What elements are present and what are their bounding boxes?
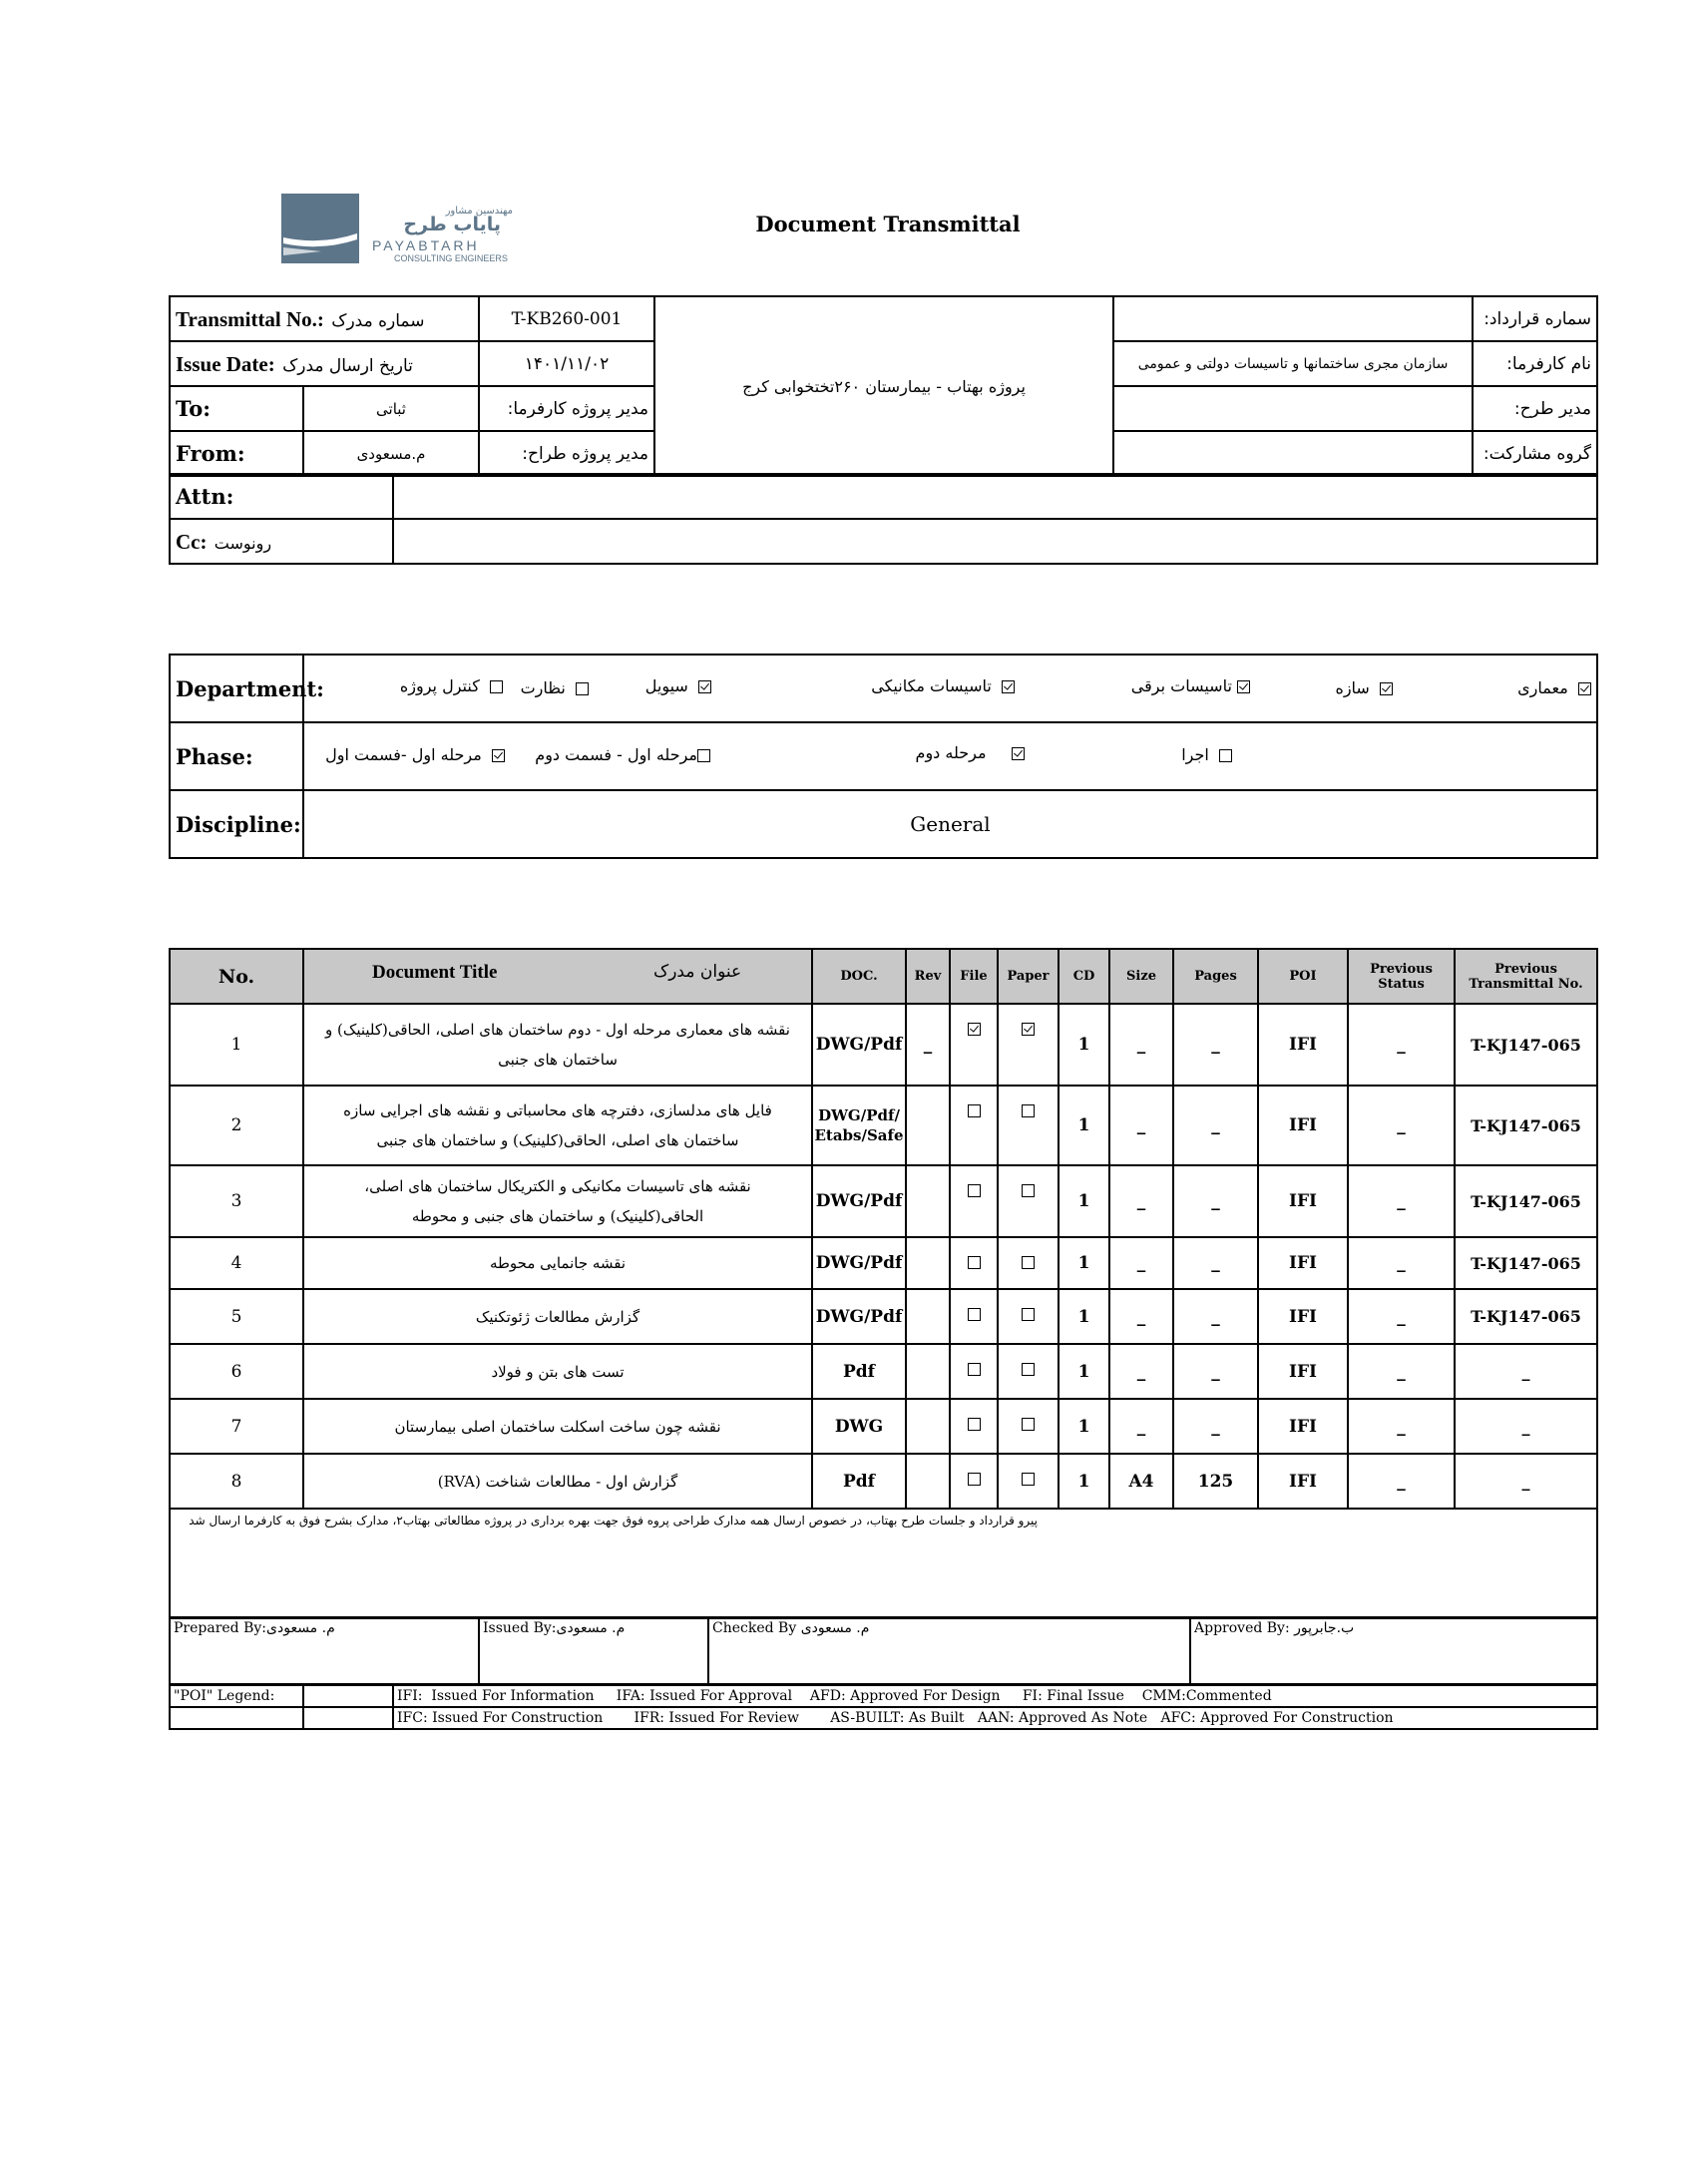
table-row — [170, 1004, 1597, 1086]
row-rev — [906, 1289, 950, 1344]
file-checkbox[interactable] — [968, 1308, 981, 1321]
row-number: 3 — [170, 1165, 303, 1237]
row-poi: IFI — [1258, 1086, 1348, 1165]
discipline-value: General — [303, 790, 1597, 858]
paper-checkbox[interactable] — [1022, 1473, 1035, 1486]
row-previous-transmittal: _ — [1455, 1454, 1597, 1509]
paper-checkbox[interactable] — [1022, 1256, 1035, 1269]
logo-persian-tagline: مهندسین مشاور — [445, 206, 513, 217]
phase-construction[interactable]: اجرا — [1181, 745, 1232, 764]
col-poi: POI — [1258, 949, 1348, 1004]
to-label: To: — [170, 386, 303, 431]
cc-label: Cc: رونوست — [170, 519, 393, 564]
col-no: No. — [170, 949, 303, 1004]
paper-checkbox[interactable] — [1022, 1363, 1035, 1376]
row-paper-checkbox[interactable] — [998, 1454, 1059, 1509]
col-previous-status: Previous Status — [1348, 949, 1455, 1004]
row-previous-transmittal: T-KJ147-065 — [1455, 1289, 1597, 1344]
row-size: _ — [1109, 1289, 1173, 1344]
department-supervision[interactable]: نظارت — [521, 678, 589, 697]
row-doc-type: DWG/Pdf/ Etabs/Safe — [812, 1086, 906, 1165]
row-title: تست های بتن و فولاد — [303, 1344, 812, 1399]
col-cd: CD — [1059, 949, 1109, 1004]
row-size: _ — [1109, 1165, 1173, 1237]
col-doc: DOC. — [812, 949, 906, 1004]
row-doc-type: Pdf — [812, 1344, 906, 1399]
department-civil[interactable]: سیویل — [645, 676, 711, 695]
col-file: File — [950, 949, 998, 1004]
checked-by: Checked By م. مسعودی — [708, 1617, 1190, 1684]
phase-second-stage[interactable]: مرحله دوم — [916, 743, 1025, 762]
row-number: 2 — [170, 1086, 303, 1165]
row-previous-transmittal: T-KJ147-065 — [1455, 1004, 1597, 1086]
from-value: م.مسعودی — [303, 431, 479, 476]
row-rev — [906, 1165, 950, 1237]
phase-first-stage-part-two-checkbox[interactable] — [697, 749, 710, 762]
row-cd: 1 — [1059, 1454, 1109, 1509]
poi-legend-line-1: IFI: Issued For Information IFA: Issued For Approval AFD: Approved For Design FI: Final Issue CMM:Commented — [393, 1685, 1597, 1707]
col-title: Document Title عنوان مدرک — [303, 949, 812, 1004]
cc-value — [393, 519, 1597, 564]
row-cd: 1 — [1059, 1399, 1109, 1454]
row-poi: IFI — [1258, 1454, 1348, 1509]
file-checkbox[interactable] — [968, 1363, 981, 1376]
client-pm-label: مدیر پروژه کارفرما: — [479, 386, 654, 431]
issue-date-value: ۱۴۰۱/۱۱/۰۲ — [479, 341, 654, 386]
table-row — [170, 1399, 1597, 1454]
phase-label: Phase: — [170, 722, 303, 790]
row-previous-transmittal: T-KJ147-065 — [1455, 1165, 1597, 1237]
col-size: Size — [1109, 949, 1173, 1004]
row-rev — [906, 1086, 950, 1165]
row-paper-checkbox[interactable] — [998, 1165, 1059, 1237]
row-poi: IFI — [1258, 1289, 1348, 1344]
department-electrical[interactable]: تاسیسات برقی — [1131, 676, 1250, 695]
issued-by: Issued By:م. مسعودی — [479, 1617, 708, 1684]
department-architecture[interactable]: معماری — [1517, 678, 1591, 697]
row-doc-type: Pdf — [812, 1454, 906, 1509]
attn-cc-table — [169, 473, 1598, 565]
department-supervision-checkbox[interactable] — [576, 682, 589, 695]
row-number: 6 — [170, 1344, 303, 1399]
company-logo — [281, 192, 531, 266]
row-doc-type: DWG/Pdf — [812, 1237, 906, 1289]
row-previous-transmittal: T-KJ147-065 — [1455, 1086, 1597, 1165]
row-title: فایل های مدلسازی، دفترچه های محاسباتی و نقشه های اجرایی سازه ساختمان های اصلی، الحاقی(کلینیک) و ساختمان های جنبی — [303, 1086, 812, 1165]
department-mechanical[interactable]: تاسیسات مکانیکی — [871, 676, 1015, 695]
row-title: نقشه های معماری مرحله اول - دوم ساختمان های اصلی، الحاقی(کلینیک) و ساختمان های جنبی — [303, 1004, 812, 1086]
row-previous-transmittal: T-KJ147-065 — [1455, 1237, 1597, 1289]
row-paper-checkbox[interactable] — [998, 1344, 1059, 1399]
row-pages: _ — [1173, 1399, 1258, 1454]
row-size: _ — [1109, 1086, 1173, 1165]
row-number: 4 — [170, 1237, 303, 1289]
poi-legend-label: "POI" Legend: — [170, 1685, 303, 1707]
table-row — [170, 1454, 1597, 1509]
file-checkbox[interactable] — [968, 1184, 981, 1197]
file-checkbox[interactable] — [968, 1104, 981, 1117]
to-value: ثباتی — [303, 386, 479, 431]
row-doc-type: DWG/Pdf — [812, 1165, 906, 1237]
documents-table — [169, 948, 1598, 1619]
row-cd: 1 — [1059, 1004, 1109, 1086]
department-structure-checkbox[interactable] — [1380, 682, 1393, 695]
row-file-checkbox[interactable] — [950, 1344, 998, 1399]
transmittal-no-value: T-KB260-001 — [479, 296, 654, 341]
row-rev — [906, 1237, 950, 1289]
contract-no-label: سماره قرارداد: — [1473, 296, 1597, 341]
poi-legend-spacer-2 — [303, 1707, 393, 1729]
logo-persian-name: پایاب طرح — [403, 214, 501, 235]
row-previous-status: _ — [1348, 1399, 1455, 1454]
row-previous-status: _ — [1348, 1289, 1455, 1344]
partnership-value — [1113, 431, 1473, 476]
row-title: نقشه چون ساخت اسکلت ساختمان اصلی بیمارستان — [303, 1399, 812, 1454]
table-row — [170, 1165, 1597, 1237]
row-file-checkbox[interactable] — [950, 1086, 998, 1165]
col-paper: Paper — [998, 949, 1059, 1004]
discipline-label: Discipline: — [170, 790, 303, 858]
signatures-table — [169, 1616, 1598, 1685]
row-doc-type: DWG/Pdf — [812, 1289, 906, 1344]
attn-label: Attn: — [170, 474, 393, 519]
row-number: 5 — [170, 1289, 303, 1344]
design-manager-value — [1113, 386, 1473, 431]
transmittal-no-label: Transmittal No.: سماره مدرک — [170, 296, 479, 341]
row-pages: _ — [1173, 1237, 1258, 1289]
row-file-checkbox[interactable] — [950, 1165, 998, 1237]
row-poi: IFI — [1258, 1165, 1348, 1237]
row-paper-checkbox[interactable] — [998, 1237, 1059, 1289]
row-pages: _ — [1173, 1086, 1258, 1165]
row-previous-status: _ — [1348, 1344, 1455, 1399]
client-label: نام کارفرما: — [1473, 341, 1597, 386]
row-cd: 1 — [1059, 1165, 1109, 1237]
department-electrical-checkbox[interactable] — [1237, 680, 1250, 693]
department-project-control[interactable]: کنترل پروژه — [400, 676, 503, 695]
col-previous-transmittal: Previous Transmittal No. — [1455, 949, 1597, 1004]
table-row — [170, 1289, 1597, 1344]
logo-subtitle: CONSULTING ENGINEERS — [394, 253, 508, 263]
row-file-checkbox[interactable] — [950, 1237, 998, 1289]
logo-mark — [281, 194, 359, 263]
row-title: گزارش مطالعات ژئوتکنیک — [303, 1289, 812, 1344]
row-size: _ — [1109, 1004, 1173, 1086]
poi-legend-empty — [170, 1707, 303, 1729]
contract-no-value — [1113, 296, 1473, 341]
paper-checkbox[interactable] — [1022, 1418, 1035, 1431]
prepared-by: Prepared By:م. مسعودی — [170, 1617, 479, 1684]
row-cd: 1 — [1059, 1237, 1109, 1289]
row-size: _ — [1109, 1344, 1173, 1399]
row-previous-transmittal: _ — [1455, 1344, 1597, 1399]
approved-by: Approved By: ب.جابرپور — [1190, 1617, 1597, 1684]
row-title: نقشه های تاسیسات مکانیکی و الکتریکال ساختمان های اصلی، الحاقی(کلینیک) و ساختمان های جنبی و محوطه — [303, 1165, 812, 1237]
phase-first-stage-part-one[interactable]: مرحله اول -فسمت اول — [325, 745, 505, 764]
header-table — [169, 295, 1598, 477]
row-number: 7 — [170, 1399, 303, 1454]
row-size: _ — [1109, 1237, 1173, 1289]
department-architecture-checkbox[interactable] — [1578, 682, 1591, 695]
row-previous-status: _ — [1348, 1454, 1455, 1509]
row-file-checkbox[interactable] — [950, 1454, 998, 1509]
poi-legend-spacer — [303, 1685, 393, 1707]
row-poi: IFI — [1258, 1237, 1348, 1289]
attn-value — [393, 474, 1597, 519]
paper-checkbox[interactable] — [1022, 1184, 1035, 1197]
phase-first-stage-part-two[interactable]: مرحله اول - فسمت دوم — [535, 745, 710, 764]
row-doc-type: DWG — [812, 1399, 906, 1454]
row-poi: IFI — [1258, 1399, 1348, 1454]
row-previous-status: _ — [1348, 1004, 1455, 1086]
design-manager-label: مدیر طرح: — [1473, 386, 1597, 431]
classification-table — [169, 654, 1598, 859]
paper-checkbox[interactable] — [1022, 1104, 1035, 1117]
table-row — [170, 1086, 1597, 1165]
table-row — [170, 1344, 1597, 1399]
row-previous-status: _ — [1348, 1237, 1455, 1289]
row-paper-checkbox[interactable] — [998, 1289, 1059, 1344]
row-previous-status: _ — [1348, 1086, 1455, 1165]
poi-legend-table — [169, 1684, 1598, 1730]
file-checkbox[interactable] — [968, 1418, 981, 1431]
row-file-checkbox[interactable] — [950, 1399, 998, 1454]
file-checkbox[interactable] — [968, 1256, 981, 1269]
designer-pm-label: مدیر پروژه طراح: — [479, 431, 654, 476]
phase-first-stage-part-one-checkbox[interactable] — [492, 749, 505, 762]
logo-english-name: PAYABTARH — [372, 237, 480, 253]
from-label: From: — [170, 431, 303, 476]
col-pages: Pages — [1173, 949, 1258, 1004]
row-title: گزارش اول - مطالعات شناخت (RVA) — [303, 1454, 812, 1509]
poi-legend-line-2: IFC: Issued For Construction IFR: Issued For Review AS-BUILT: As Built AAN: Approved As Note AFC: Approved For Construction — [393, 1707, 1597, 1729]
row-rev — [906, 1454, 950, 1509]
row-previous-status: _ — [1348, 1165, 1455, 1237]
phase-construction-checkbox[interactable] — [1219, 749, 1232, 762]
partnership-label: گروه مشارکت: — [1473, 431, 1597, 476]
row-rev: _ — [906, 1004, 950, 1086]
row-poi: IFI — [1258, 1004, 1348, 1086]
row-cd: 1 — [1059, 1344, 1109, 1399]
row-file-checkbox[interactable] — [950, 1289, 998, 1344]
row-paper-checkbox[interactable] — [998, 1086, 1059, 1165]
col-rev: Rev — [906, 949, 950, 1004]
row-pages: _ — [1173, 1165, 1258, 1237]
row-previous-transmittal: _ — [1455, 1399, 1597, 1454]
row-pages: _ — [1173, 1289, 1258, 1344]
row-size: _ — [1109, 1399, 1173, 1454]
row-cd: 1 — [1059, 1086, 1109, 1165]
row-poi: IFI — [1258, 1344, 1348, 1399]
table-row — [170, 1237, 1597, 1289]
phase-second-stage-checkbox[interactable] — [1012, 747, 1025, 760]
phase-options — [303, 722, 1597, 790]
row-file-checkbox[interactable] — [950, 1004, 998, 1086]
paper-checkbox[interactable] — [1022, 1023, 1035, 1036]
project-name: پروژه بهتاب - بیمارستان ۲۶۰تختخوابی کرج — [654, 296, 1113, 476]
department-label: Department: — [170, 655, 303, 722]
row-pages: _ — [1173, 1004, 1258, 1086]
row-rev — [906, 1344, 950, 1399]
department-civil-checkbox[interactable] — [698, 680, 711, 693]
file-checkbox[interactable] — [968, 1023, 981, 1036]
row-paper-checkbox[interactable] — [998, 1004, 1059, 1086]
row-rev — [906, 1399, 950, 1454]
transmittal-note: پیرو قرارداد و جلسات طرح بهتاب، در خصوص ارسال همه مدارک طراحی پروه فوق جهت بهره برداری در پروژه مطالعاتی بهتاب۲، مدارک بشرح فوق به کارفرما ارسال شد — [170, 1509, 1597, 1618]
row-title: نقشه جانمایی محوطه — [303, 1237, 812, 1289]
department-options — [303, 655, 1597, 722]
department-mechanical-checkbox[interactable] — [1002, 680, 1015, 693]
row-size: A4 — [1109, 1454, 1173, 1509]
client-value: سازمان مجری ساختمانها و تاسیسات دولتی و عمومی — [1113, 341, 1473, 386]
row-cd: 1 — [1059, 1289, 1109, 1344]
issue-date-label: Issue Date: تاریخ ارسال مدرک — [170, 341, 479, 386]
page-title: Document Transmittal — [755, 212, 1021, 236]
department-structure[interactable]: سازه — [1335, 678, 1393, 697]
row-paper-checkbox[interactable] — [998, 1399, 1059, 1454]
file-checkbox[interactable] — [968, 1473, 981, 1486]
row-doc-type: DWG/Pdf — [812, 1004, 906, 1086]
paper-checkbox[interactable] — [1022, 1308, 1035, 1321]
row-number: 8 — [170, 1454, 303, 1509]
row-pages: 125 — [1173, 1454, 1258, 1509]
row-number: 1 — [170, 1004, 303, 1086]
department-project-control-checkbox[interactable] — [490, 680, 503, 693]
row-pages: _ — [1173, 1344, 1258, 1399]
